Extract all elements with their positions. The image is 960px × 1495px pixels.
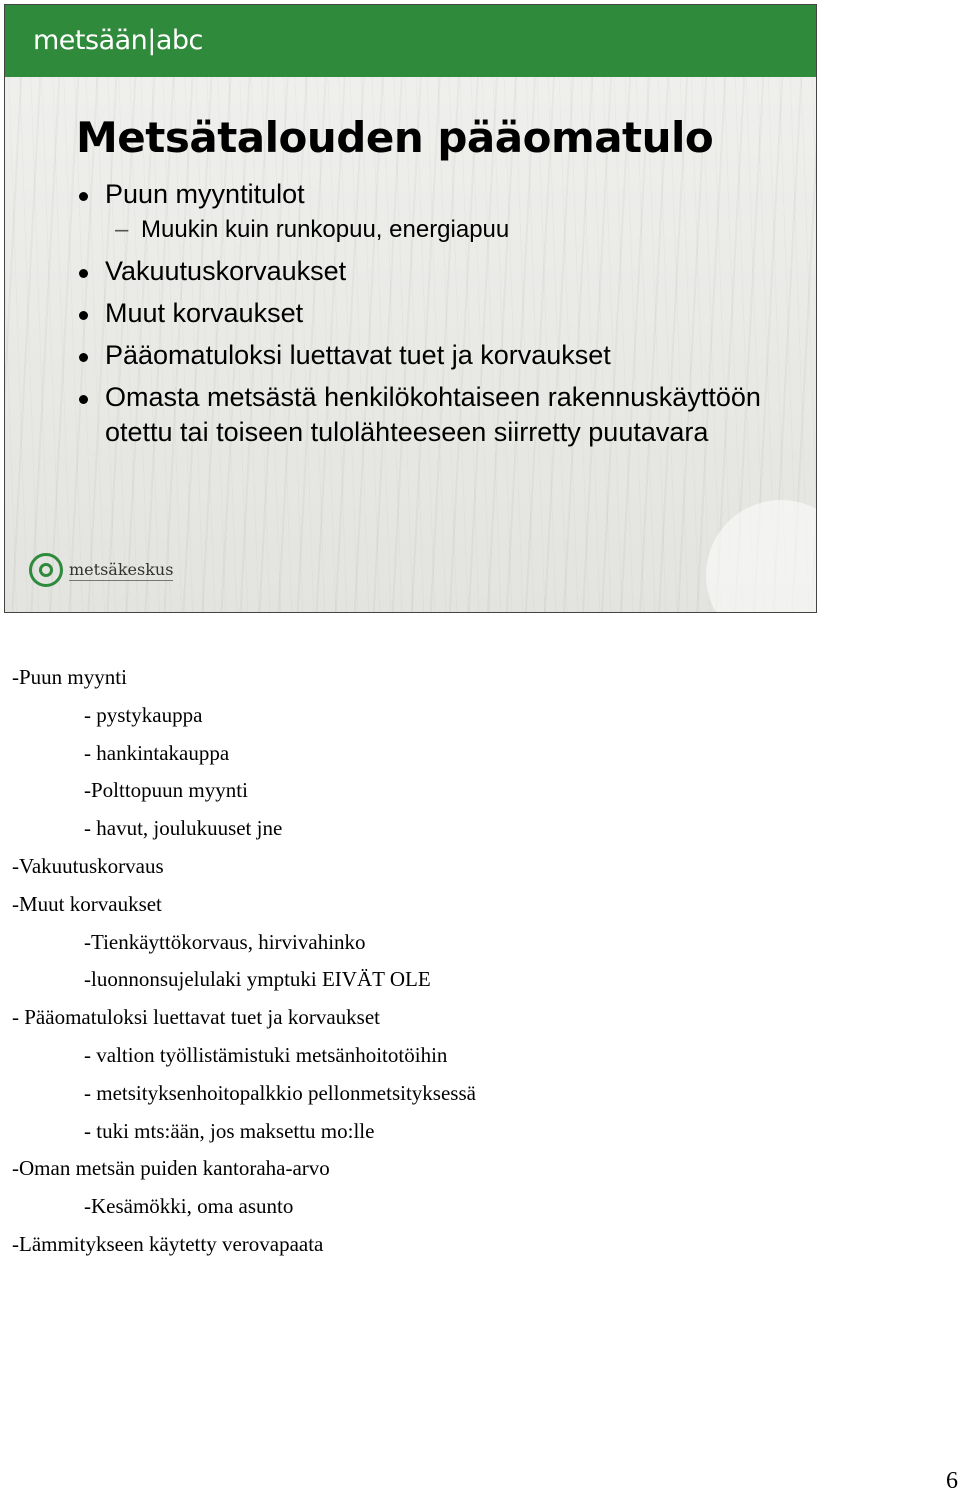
note-line: -Oman metsän puiden kantoraha-arvo bbox=[12, 1156, 330, 1181]
note-line: - pystykauppa bbox=[84, 702, 203, 727]
note-line: -Kesämökki, oma asunto bbox=[84, 1194, 294, 1219]
note-line: - Pääomatuloksi luettavat tuet ja korvaukset bbox=[12, 1005, 380, 1030]
note-line: - tuki mts:ään, jos maksettu mo:lle bbox=[84, 1118, 375, 1143]
note-line: - valtion työllistämistuki metsänhoitotöihin bbox=[84, 1042, 448, 1067]
note-line: -Tienkäyttökorvaus, hirvivahinko bbox=[84, 929, 366, 954]
speaker-notes bbox=[12, 659, 476, 1264]
slide-bullet: Vakuutuskorvaukset bbox=[77, 254, 797, 289]
slide-sub-bullet: – Muukin kuin runkopuu, energiapuu bbox=[77, 215, 797, 245]
slide-bullet: Puun myyntitulot bbox=[77, 177, 797, 212]
slide-header-banner bbox=[5, 5, 816, 77]
slide-bullet-list bbox=[77, 177, 797, 457]
slide-image bbox=[4, 4, 817, 613]
note-line: -luonnonsujelulaki ymptuki EIVÄT OLE bbox=[84, 967, 431, 992]
note-line: - havut, joulukuuset jne bbox=[84, 816, 283, 841]
note-line: - hankintakauppa bbox=[84, 740, 230, 765]
metsaan-abc-logo: metsään|abc bbox=[33, 25, 203, 56]
ring-logo-icon bbox=[29, 553, 63, 587]
page-number: 6 bbox=[946, 1468, 958, 1494]
note-line: -Puun myynti bbox=[12, 665, 127, 689]
slide-bullet: Pääomatuloksi luettavat tuet ja korvaukset bbox=[77, 338, 797, 373]
metsakeskus-logo bbox=[29, 553, 173, 587]
note-line: -Polttopuun myynti bbox=[84, 778, 248, 803]
slide-bullet: Omasta metsästä henkilökohtaiseen rakennuskäyttöön otettu tai toiseen tulolähteeseen siirretty puutavara bbox=[77, 380, 797, 450]
note-line: -Lämmitykseen käytetty verovapaata bbox=[12, 1231, 324, 1256]
slide-title: Metsätalouden pääomatulo bbox=[76, 113, 714, 162]
note-line: -Muut korvaukset bbox=[12, 891, 162, 916]
note-line: - metsityksenhoitopalkkio pellonmetsityksessä bbox=[84, 1080, 476, 1105]
note-line: -Vakuutuskorvaus bbox=[12, 853, 164, 878]
decorative-circle bbox=[706, 500, 817, 613]
metsakeskus-logo-text: metsäkeskus bbox=[69, 559, 174, 579]
slide-bullet: Muut korvaukset bbox=[77, 296, 797, 331]
